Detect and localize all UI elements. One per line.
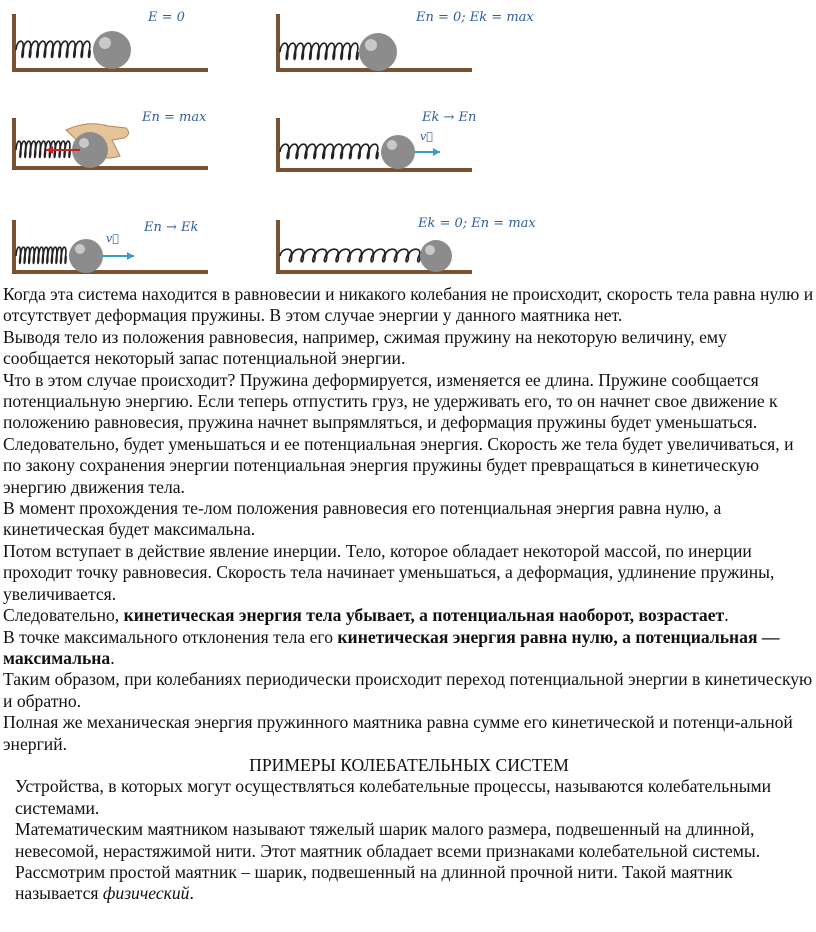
section-heading: ПРИМЕРЫ КОЛЕБАТЕЛЬНЫХ СИСТЕМ xyxy=(249,754,569,775)
paragraph: Математическим маятником называют тяжелый шарик малого размера, подвешенный на длинной, невесомой, нерастяжимой нити. Этот маятник обладает всеми признаками колебательной системы. xyxy=(15,819,761,861)
text-span: . xyxy=(189,883,194,904)
paragraph xyxy=(3,862,815,905)
paragraph: Полная же механическая энергия пружинного маятника равна сумме его кинетической и потенци-альной энергий. xyxy=(3,712,793,754)
figure-max-stretch xyxy=(272,214,542,294)
paragraph: Потом вступает в действие явление инерции. Тело, которое обладает некоторой массой, по инерции проходит точку равновесия. Скорость тела начинает уменьшаться, а деформация, удлинение пружины, увеличивается. xyxy=(3,540,775,604)
ball xyxy=(420,240,452,272)
spring xyxy=(280,43,358,59)
bold-text: кинетическая энергия равна нулю, а потенциальная — максимальна xyxy=(3,626,780,668)
figure-stretching xyxy=(272,112,542,192)
paragraph: Когда эта система находится в равновесии и никакого колебания не происходит, скорость тела равна нулю и отсутствует деформация пружины. В этом случае энергии у данного маятника нет. xyxy=(3,284,814,326)
ball xyxy=(359,33,397,71)
paragraph xyxy=(3,627,815,670)
spring xyxy=(280,249,420,262)
spring xyxy=(280,144,378,158)
text-span: . xyxy=(724,605,729,626)
velocity-label: v⃗ xyxy=(420,130,433,143)
spring-ball-diagram xyxy=(272,112,542,182)
paragraph: В момент прохождения те-лом положения равновесия его потенциальная энергия равна нулю, а кинетическая будет максимальна. xyxy=(3,498,722,540)
energy-label: E = 0 xyxy=(148,10,185,25)
figure-compressed xyxy=(8,112,278,192)
italic-text: физический xyxy=(102,883,190,904)
energy-label: Eп = max xyxy=(142,110,207,125)
text-span: Рассмотрим простой маятник – шарик, подвешенный на длинной прочной нити. Такой маятник называется xyxy=(15,861,733,904)
velocity-label: v⃗ xyxy=(106,232,119,245)
figure-equilibrium-moving xyxy=(272,8,542,88)
energy-label: Eп → Ek xyxy=(144,220,199,235)
ball xyxy=(93,31,131,69)
document-body xyxy=(3,284,815,905)
energy-label: Ek = 0; Eп = max xyxy=(418,216,536,231)
energy-label: Ek → Eп xyxy=(422,110,477,125)
paragraph: Таким образом, при колебаниях периодически происходит переход потенциальной энергии в кинетическую и обратно. xyxy=(3,669,813,711)
ball xyxy=(69,239,103,273)
figure-releasing xyxy=(8,214,278,294)
paragraph xyxy=(3,605,815,626)
text-span: . xyxy=(110,647,115,668)
text-span: В точке максимального отклонения тела его xyxy=(3,626,338,647)
paragraph: Выводя тело из положения равновесия, например, сжимая пружину на некоторую величину, ему сообщается некоторый запас потенциальной энергии. xyxy=(3,326,727,369)
paragraph: Устройства, в которых могут осуществляться колебательные процессы, называются колебательными системами. xyxy=(15,776,772,818)
energy-label: Eп = 0; Ek = max xyxy=(416,10,534,25)
figure-equilibrium xyxy=(8,8,278,88)
spring xyxy=(16,41,90,57)
spring-pendulum-figures xyxy=(0,0,816,286)
bold-text: кинетическая энергия тела убывает, а потенциальная наоборот, возрастает xyxy=(123,605,725,626)
ball xyxy=(381,135,415,169)
text-span: Следовательно, xyxy=(3,605,124,626)
spring-ball-diagram xyxy=(8,8,278,78)
spring xyxy=(16,247,66,263)
spring-ball-diagram xyxy=(8,214,278,284)
paragraph: Что в этом случае происходит? Пружина деформируется, изменяется ее длина. Пружине сообщается потенциальную энергию. Если теперь отпустить груз, не удерживать его, то он начнет свое движение к положению равновесия, пружина начнет выпрямляться, и деформация пружины будет уменьшаться. Следовательно, будет уменьшаться и ее потенциальная энергия. Скорость же тела будет увеличиваться, и по закону сохранения энергии потенциальная энергия пружины будет превращаться в кинетическую энергию движения тела. xyxy=(3,369,794,497)
